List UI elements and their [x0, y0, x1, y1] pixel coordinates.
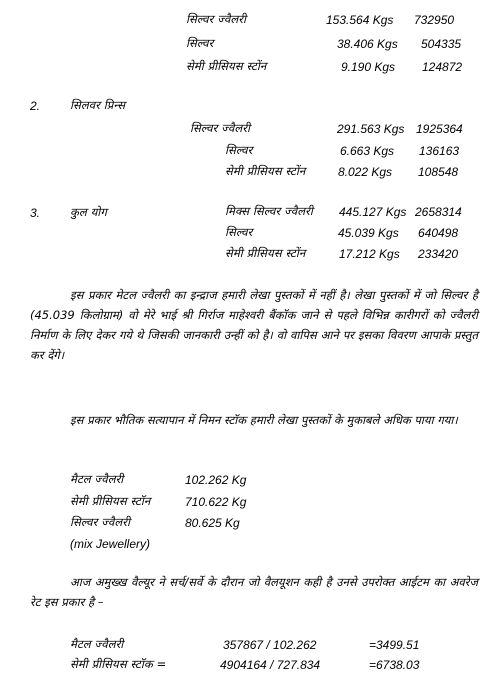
excess-note: (mix Jewellery) [70, 537, 151, 551]
paragraph-physical-verification [30, 410, 478, 430]
block-2-row-3-label: सेमी प्रीसियस स्टोंन [225, 164, 306, 178]
block-2-row-1-label: सिल्वर ज्वैलरी [190, 121, 251, 135]
block-3-row-1-weight: 445.127 Kgs [339, 205, 407, 219]
excess-item-1-weight: 102.262 Kg [185, 473, 247, 487]
block-1-row-1-weight: 153.564 Kgs [326, 13, 394, 27]
block-2-row-1-weight: 291.563 Kgs [337, 122, 405, 136]
excess-item-3-label: सिल्वर ज्वैलरी [70, 515, 131, 529]
rate-1-label: मैटल ज्वैलरी [70, 637, 124, 651]
paragraph-metal-jewellery [30, 285, 478, 365]
block-2-heading: सिलवर प्रिन्स [70, 98, 126, 112]
block-3-row-1-value: 2658314 [415, 205, 462, 219]
block-1-row-1-value: 732950 [414, 13, 455, 27]
paragraph-3-text: आज अमुख्ख वैल्यूर ने सर्च/सर्वे के दौरान जो वैलयूशन कही है उनसे उपरोक्त आईटम का अवरेज रेट इस प्रकार है – [30, 575, 478, 609]
block-1-row-1-label: सिल्वर ज्वैलरी [186, 12, 247, 26]
block-2-row-2-label: सिल्वर [225, 143, 253, 157]
block-2-row-1-value: 1925364 [416, 122, 463, 136]
block-3-row-2-value: 640498 [418, 226, 459, 240]
rate-1-calc: 357867 / 102.262 [223, 638, 317, 652]
block-1-row-3-weight: 9.190 Kgs [341, 60, 396, 74]
paragraph-2-text: इस प्रकार भौतिक सत्यापान में निमन स्टॉक हमारी लेखा पुस्तकों के मुकाबले अधिक पाया गया। [70, 413, 458, 427]
block-3-row-1-label: मिक्स सिल्वर ज्वैलरी [225, 204, 313, 218]
block-3-heading: कुल योग [70, 205, 107, 219]
excess-item-2-label: सेमी प्रीसियस स्टॉन [70, 494, 151, 508]
paragraph-1-text: इस प्रकार मेटल ज्वैलरी का इन्द्राज हमारी लेखा पुस्तकों में नहीं है। लेखा पुस्तकों में जो सिल्वर है (45.039 किलोग्राम) वो मेरे भाई श्री गिर्राज माहेश्वरी बैंकॉक जाने से पहले विभिन्न कारीगरों को ज्वैलरी निर्माण के लिए देकर गये थे जिसकी जानकारी उन्हीं को है। वो वापिस आने पर इसका विवरण आपाके प्रस्तुत कर देंगे। [30, 288, 478, 362]
rate-2-calc: 4904164 / 727.834 [220, 658, 321, 672]
block-1-row-2-value: 504335 [421, 37, 462, 51]
block-3-number: 3. [30, 206, 41, 220]
excess-item-2-weight: 710.622 Kg [185, 495, 247, 509]
block-2-row-2-value: 136163 [419, 144, 460, 158]
block-3-row-3-weight: 17.212 Kgs [339, 247, 400, 261]
block-2-row-3-value: 108548 [418, 165, 459, 179]
block-3-row-2-label: सिल्वर [225, 225, 253, 239]
block-1-row-2-weight: 38.406 Kgs [337, 37, 398, 51]
block-3-row-3-label: सेमी प्रीसियस स्टोंन [225, 246, 306, 260]
block-2-number: 2. [30, 99, 41, 113]
rate-1-result: =3499.51 [369, 638, 420, 652]
rate-2-result: =6738.03 [369, 658, 420, 672]
block-2-row-2-weight: 6.663 Kgs [340, 144, 395, 158]
block-1-row-3-value: 124872 [422, 60, 463, 74]
block-3-row-3-value: 233420 [418, 247, 459, 261]
block-1-row-3-label: सेमी प्रीसियस स्टोंन [186, 59, 267, 73]
rate-2-label: सेमी प्रीसियस स्टॉक = [70, 657, 167, 671]
excess-item-1-label: मैटल ज्वैलरी [70, 472, 124, 486]
paragraph-valuation [30, 572, 478, 612]
block-2-row-3-weight: 8.022 Kgs [338, 165, 393, 179]
block-3-row-2-weight: 45.039 Kgs [338, 226, 399, 240]
block-1-row-2-label: सिल्वर [186, 36, 214, 50]
excess-item-3-weight: 80.625 Kg [185, 516, 240, 530]
